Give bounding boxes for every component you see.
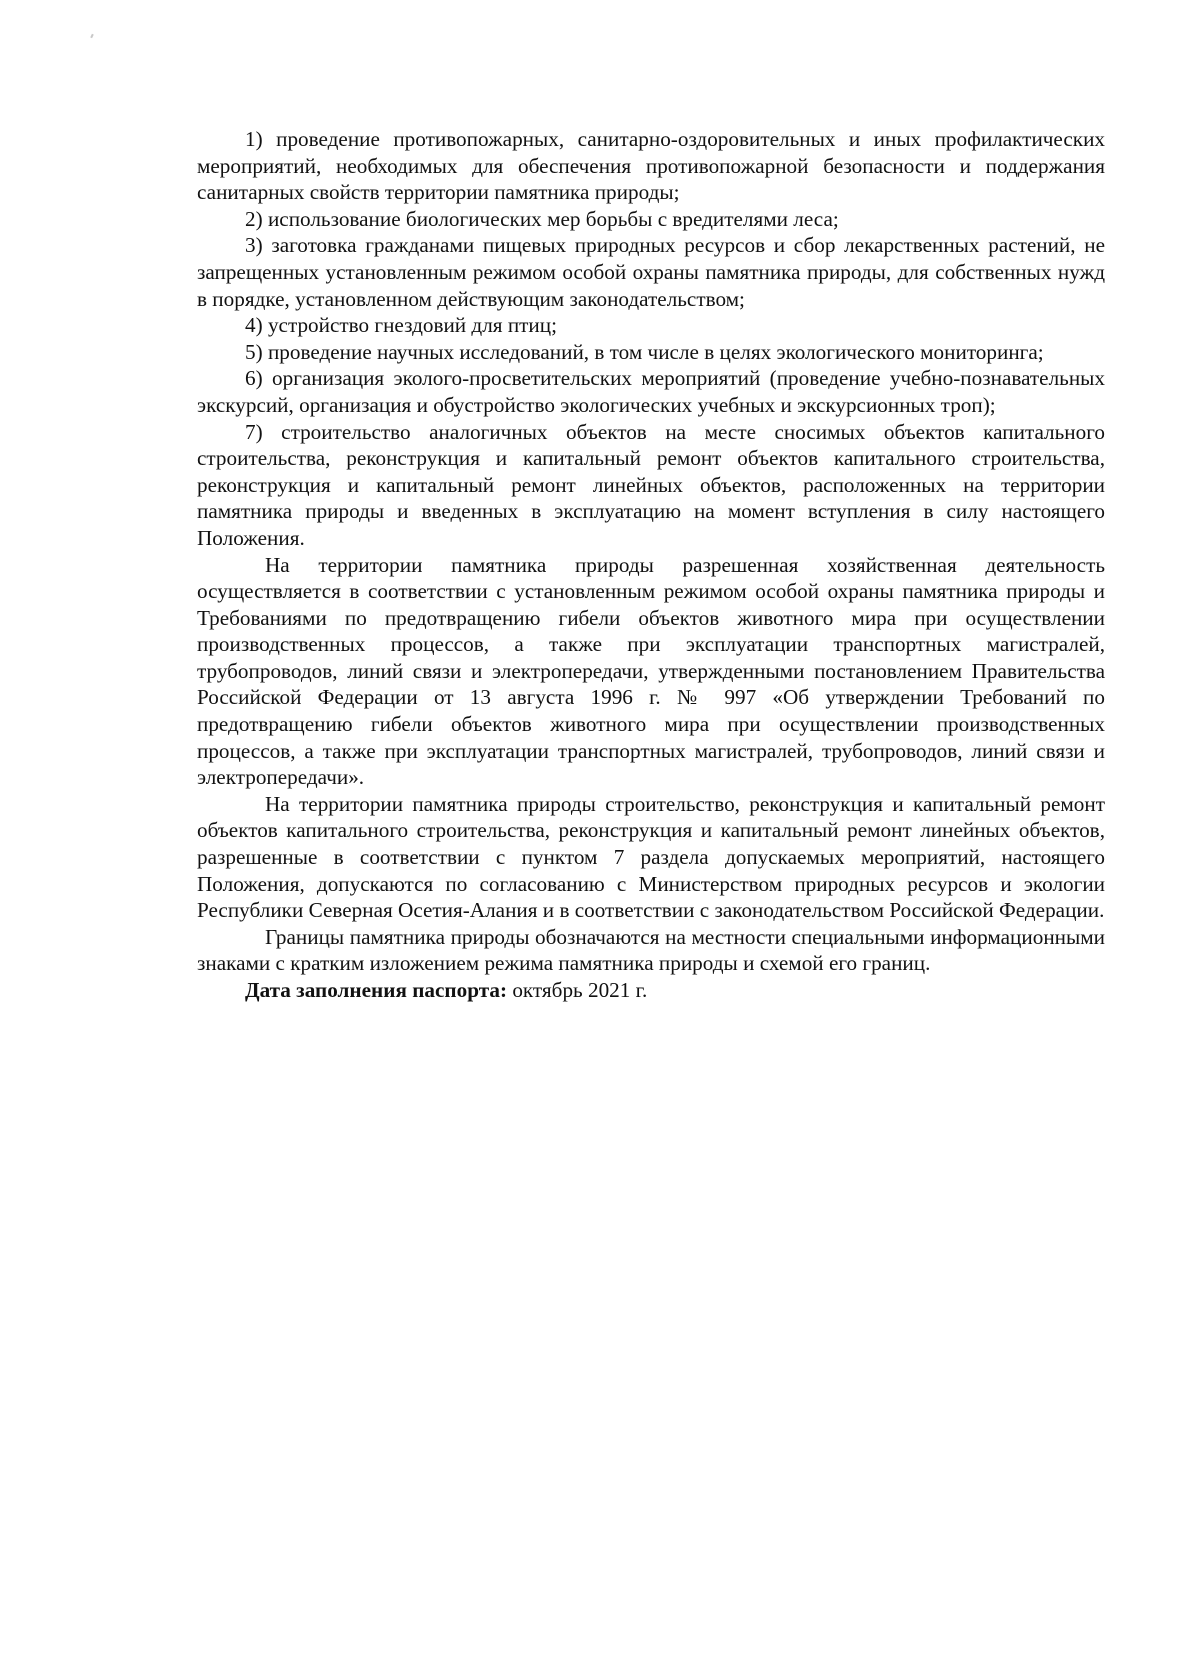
paragraph-item-4: 4) устройство гнездовий для птиц; bbox=[245, 313, 557, 338]
paragraph-item-5: 5) проведение научных исследований, в том числе в целях экологического мониторинга; bbox=[245, 339, 1044, 364]
paragraph-boundaries: Границы памятника природы обозначаются на местности специальными информационными знаками с кратким изложением режима памятника природы и схемой его границ. bbox=[197, 924, 1105, 976]
paragraph-construction: На территории памятника природы строительство, реконструкция и капитальный ремонт объектов капитального строительства, реконструкция и капитальный ремонт линейных объектов, разрешенные в соответствии с пунктом 7 раздела допускаемых мероприятий, настоящего Положения, допускаются по согласованию с Министерством природных ресурсов и экологии Республики Северная Осетия-Алания и в соответствии с законодательством Российской Федерации. bbox=[197, 791, 1105, 923]
document-body bbox=[197, 126, 1105, 1004]
fill-date-value: октябрь 2021 г. bbox=[512, 978, 648, 1002]
paragraph-item-2: 2) использование биологических мер борьбы с вредителями леса; bbox=[245, 206, 839, 231]
paragraph-item-1: 1) проведение противопожарных, санитарно-оздоровительных и иных профилактических мероприятий, необходимых для обеспечения противопожарной безопасности и поддержания санитарных свойств территории памятника природы; bbox=[197, 127, 1105, 205]
fill-date-label: Дата заполнения паспорта: bbox=[245, 978, 508, 1002]
paragraph-economic-activity: На территории памятника природы разрешенная хозяйственная деятельность осуществляется в соответствии с установленным режимом особой охраны памятника природы и Требованиями по предотвращению гибели объектов животного мира при осуществлении производственных процессов, а также при эксплуатации транспортных магистралей, трубопроводов, линий связи и электропередачи, утвержденными постановлением Правительства Российской Федерации от 13 августа 1996 г. № 997 «Об утверждении Требований по предотвращению гибели объектов животного мира при осуществлении производственных процессов, а также при эксплуатации транспортных магистралей, трубопроводов, линий связи и электропередачи». bbox=[197, 552, 1105, 790]
paragraph-item-3: 3) заготовка гражданами пищевых природных ресурсов и сбор лекарственных растений, не запрещенных установленным режимом особой охраны памятника природы, для собственных нужд в порядке, установленном действующим законодательством; bbox=[197, 233, 1105, 311]
paragraph-item-7: 7) строительство аналогичных объектов на месте сносимых объектов капитального строительства, реконструкция и капитальный ремонт объектов капитального строительства, реконструкция и капитальный ремонт линейных объектов, расположенных на территории памятника природы и введенных в эксплуатацию на момент вступления в силу настоящего Положения. bbox=[197, 419, 1105, 550]
fill-date-line bbox=[197, 977, 1105, 1004]
paragraph-item-6: 6) организация эколого-просветительских мероприятий (проведение учебно-познавательных экскурсий, организация и обустройство экологических учебных и экскурсионных троп); bbox=[197, 366, 1105, 417]
scan-speck bbox=[90, 34, 94, 38]
